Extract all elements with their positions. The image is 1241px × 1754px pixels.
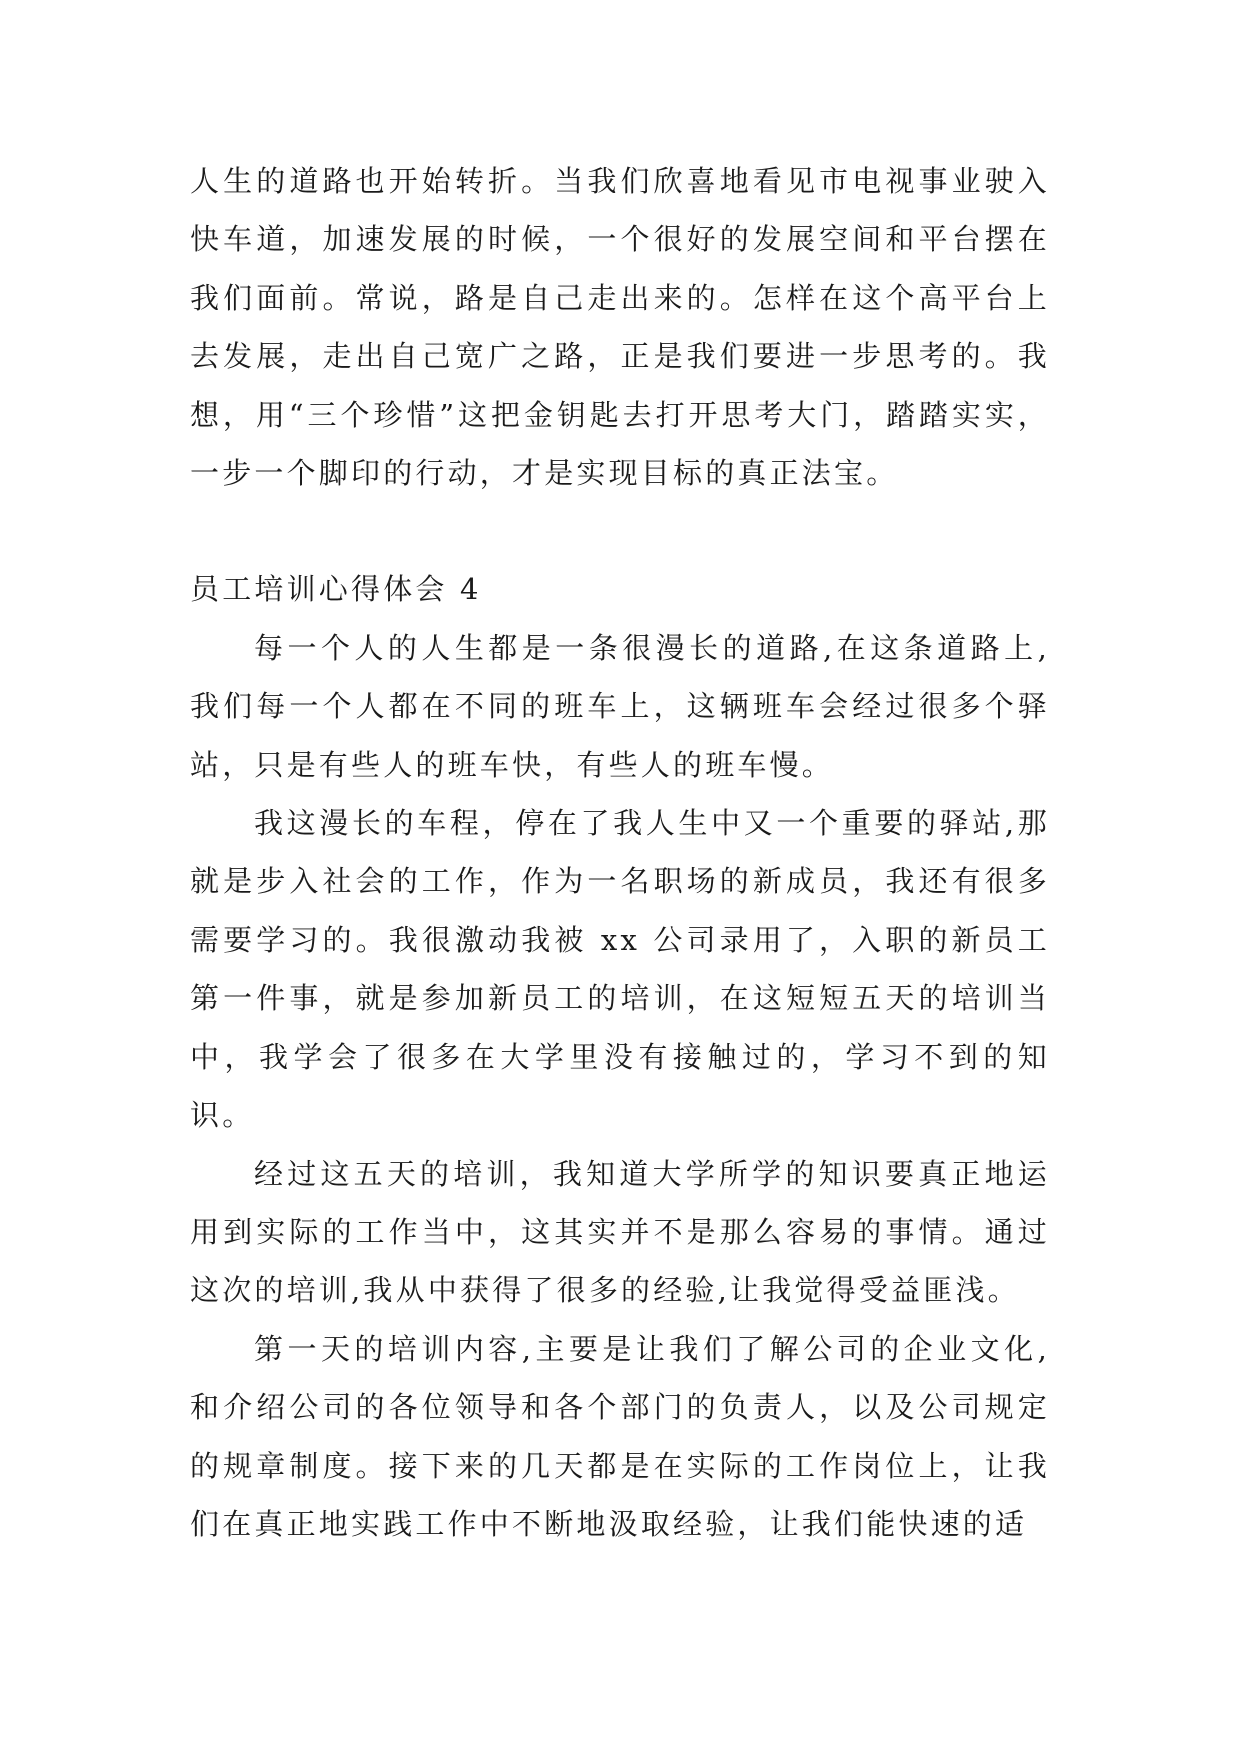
body-paragraph-3: 经过这五天的培训，我知道大学所学的知识要真正地运用到实际的工作当中，这其实并不是那么容易的事情。通过这次的培训,我从中获得了很多的经验,让我觉得受益匪浅。 xyxy=(190,1156,1050,1308)
body-paragraph-1: 每一个人的人生都是一条很漫长的道路,在这条道路上,我们每一个人都在不同的班车上，这辆班车会经过很多个驿站，只是有些人的班车快，有些人的班车慢。 xyxy=(190,630,1050,782)
document-body xyxy=(190,152,1050,1553)
body-paragraph-4: 第一天的培训内容,主要是让我们了解公司的企业文化,和介绍公司的各位领导和各个部门的负责人，以及公司规定的规章制度。接下来的几天都是在实际的工作岗位上，让我们在真正地实践工作中不断地汲取经验，让我们能快速的适 xyxy=(190,1331,1050,1541)
intro-paragraph: 人生的道路也开始转折。当我们欣喜地看见市电视事业驶入快车道，加速发展的时候，一个很好的发展空间和平台摆在我们面前。常说，路是自己走出来的。怎样在这个高平台上去发展，走出自己宽广之路，正是我们要进一步思考的。我想，用“三个珍惜”这把金钥匙去打开思考大门，踏踏实实，一步一个脚印的行动，才是实现目标的真正法宝。 xyxy=(190,164,1050,491)
section-title: 员工培训心得体会 4 xyxy=(190,572,482,607)
body-paragraph-2: 我这漫长的车程，停在了我人生中又一个重要的驿站,那就是步入社会的工作，作为一名职场的新成员，我还有很多需要学习的。我很激动我被 xx 公司录用了，入职的新员工第一件事，就是参加新员工的培训，在这短短五天的培训当中，我学会了很多在大学里没有接触过的，学习不到的知识。 xyxy=(190,806,1050,1133)
